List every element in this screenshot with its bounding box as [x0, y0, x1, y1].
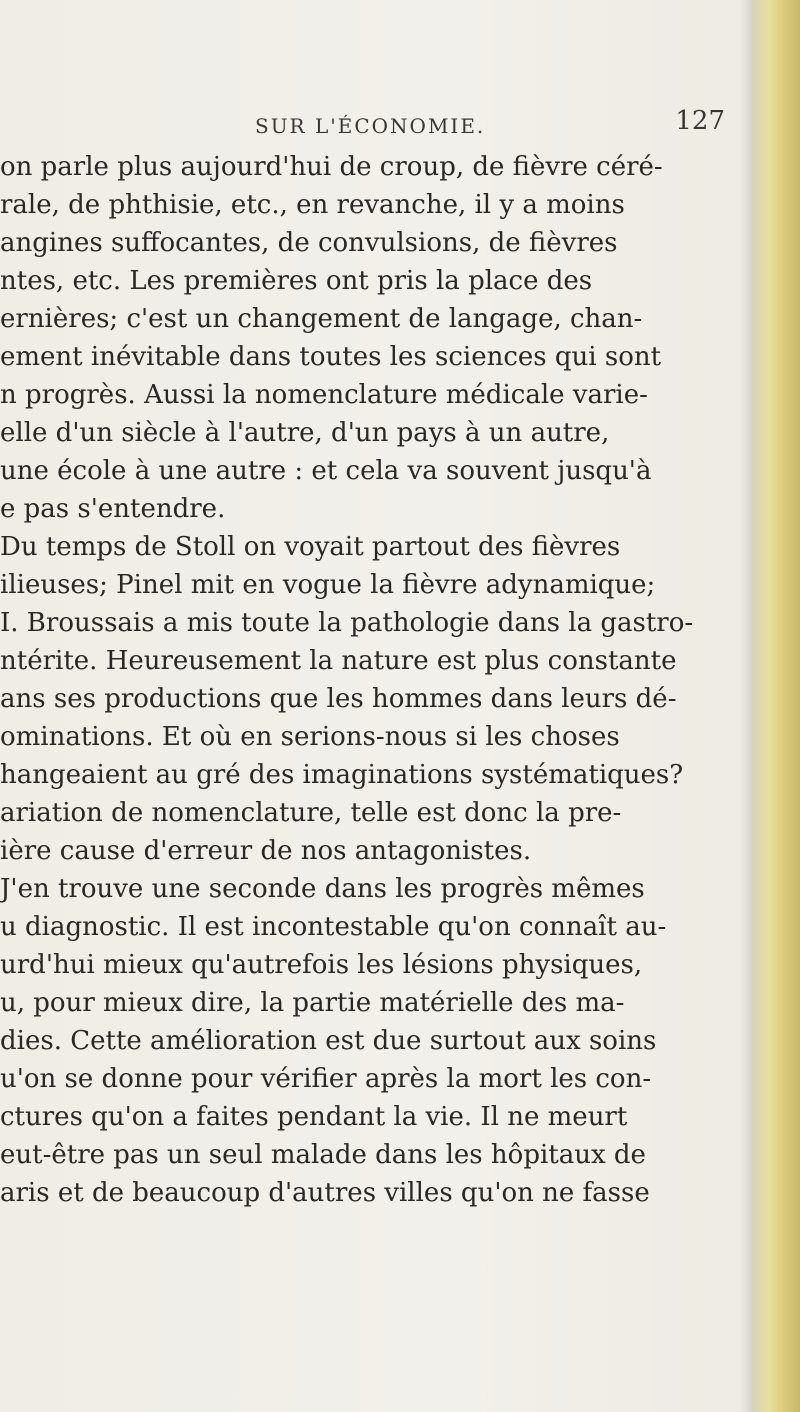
text-line: aris et de beaucoup d'autres villes qu'on ne fasse [0, 1178, 650, 1208]
running-head [255, 100, 725, 140]
text-line: elle d'un siècle à l'autre, d'un pays à un autre, [0, 418, 610, 448]
running-head-title: SUR L'ÉCONOMIE. [255, 114, 486, 138]
text-line: ement inévitable dans toutes les sciences qui sont [0, 342, 662, 372]
text-line: n progrès. Aussi la nomenclature médicale varie- [0, 380, 648, 410]
text-line: ominations. Et où en serions-nous si les choses [0, 722, 620, 752]
text-line: hangeaient au gré des imaginations systématiques? [0, 760, 684, 790]
text-line: ntérite. Heureusement la nature est plus constante [0, 646, 677, 676]
page-edge [752, 0, 800, 1412]
text-line: u, pour mieux dire, la partie matérielle des ma- [0, 988, 625, 1018]
text-line: u'on se donne pour vérifier après la mort les con- [0, 1064, 652, 1094]
body-text [0, 148, 745, 1212]
text-line: dies. Cette amélioration est due surtout aux soins [0, 1026, 657, 1056]
text-line: ans ses productions que les hommes dans leurs dé- [0, 684, 677, 714]
text-line: e pas s'entendre. [0, 494, 226, 524]
text-line: eut-être pas un seul malade dans les hôpitaux de [0, 1140, 646, 1170]
text-line: ière cause d'erreur de nos antagonistes. [0, 836, 532, 866]
text-line: rale, de phthisie, etc., en revanche, il y a moins [0, 190, 625, 220]
text-line: ariation de nomenclature, telle est donc la pre- [0, 798, 622, 828]
text-line: angines suffocantes, de convulsions, de fièvres [0, 228, 618, 258]
text-line: une école à une autre : et cela va souvent jusqu'à [0, 456, 652, 486]
text-line: ntes, etc. Les premières ont pris la place des [0, 266, 593, 296]
text-line: Du temps de Stoll on voyait partout des fièvres [0, 532, 621, 562]
text-line: ernières; c'est un changement de langage, chan- [0, 304, 643, 334]
text-line: ilieuses; Pinel mit en vogue la fièvre adynamique; [0, 570, 656, 600]
text-line: J'en trouve une seconde dans les progrès mêmes [0, 874, 645, 904]
text-line: I. Broussais a mis toute la pathologie dans la gastro- [0, 608, 694, 638]
text-line: on parle plus aujourd'hui de croup, de fièvre céré- [0, 152, 663, 182]
page-number: 127 [675, 106, 725, 136]
text-line: urd'hui mieux qu'autrefois les lésions physiques, [0, 950, 643, 980]
text-line: ctures qu'on a faites pendant la vie. Il ne meurt [0, 1102, 628, 1132]
text-line: u diagnostic. Il est incontestable qu'on connaît au- [0, 912, 667, 942]
